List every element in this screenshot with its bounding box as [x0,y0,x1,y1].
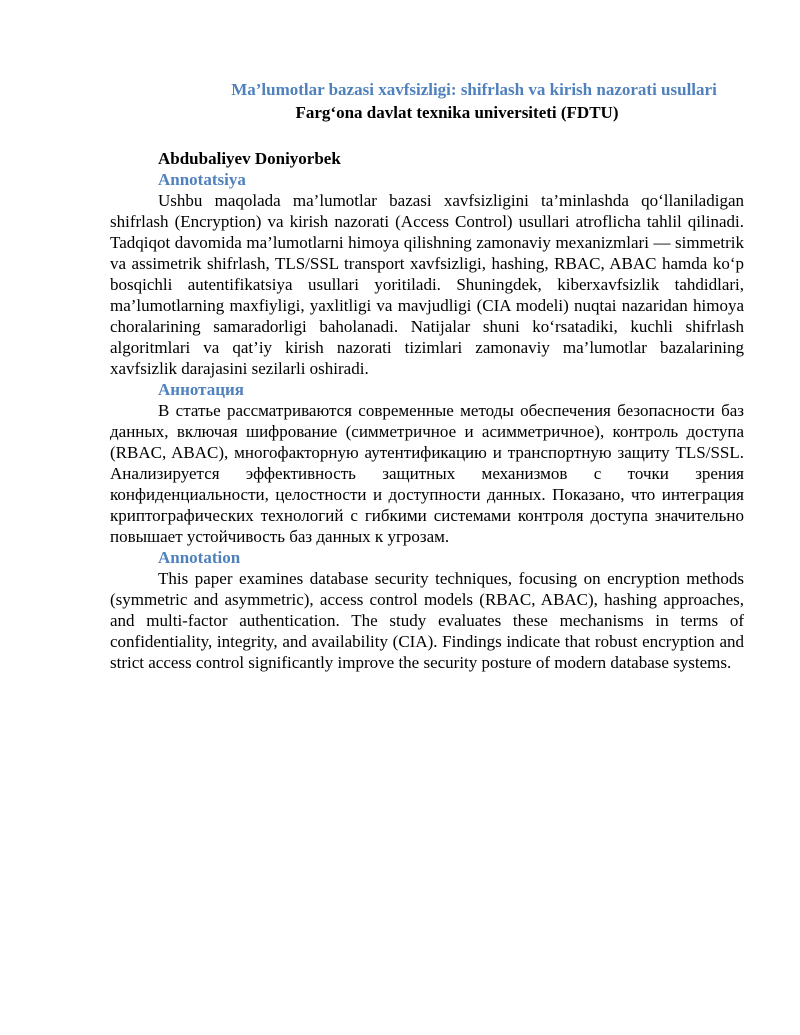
abstract-uzbek: Ushbu maqolada ma’lumotlar bazasi xavfsizligini ta’minlashda qo‘llaniladigan shifrlash (Encryption) va kirish nazorati (Access Control) usullari atroflicha tahlil qilinadi. Tadqiqot davomida ma’lumotlarni himoya qilishning zamonaviy mexanizmlari — simmetrik va assimetrik shifrlash, TLS/SSL transport xavfsizligi, hashing, RBAC, ABAC hamda ko‘p bosqichli autentifikatsiya usullari yoritiladi. Shuningdek, kiberxavfsizlik tahdidlari, ma’lumotlarning maxfiyligi, yaxlitligi va mavjudligi (CIA modeli) nuqtai nazaridan himoya choralarining samaradorligi baholanadi. Natijalar shuni ko‘rsatadiki, kuchli shifrlash algoritmlari va qat’iy kirish nazorati tizimlari zamonaviy ma’lumotlar bazalarining xavfsizlik darajasini sezilarli oshiradi. [110,191,744,378]
abstract-russian: В статье рассматриваются современные методы обеспечения безопасности баз данных, включая шифрование (симметричное и асимметричное), контроль доступа (RBAC, ABAC), многофакторную аутентификацию и транспортную защиту TLS/SSL. Анализируется эффективность защитных механизмов с точки зрения конфиденциальности, целостности и доступности данных. Показано, что интеграция криптографических технологий с гибкими системами контроля доступа значительно повышает устойчивость баз данных к угрозам. [110,401,744,546]
spacer [110,124,744,148]
section-heading-english: Annotation [158,548,241,567]
affiliation: Farg‘ona davlat texnika universiteti (FDTU) [295,103,619,122]
abstract-english: This paper examines database security techniques, focusing on encryption methods (symmetric and asymmetric), access control models (RBAC, ABAC), hashing approaches, and multi-factor authentication. The study evaluates these mechanisms in terms of confidentiality, integrity, and availability (CIA). Findings indicate that robust encryption and strict access control significantly improve the security posture of modern database systems. [110,569,744,672]
section-heading-russian: Аннотация [158,380,244,399]
section-heading-uzbek: Annotatsiya [158,170,246,189]
author-name: Abdubaliyev Doniyorbek [158,149,341,168]
paper-page [110,78,744,673]
paper-title: Ma’lumotlar bazasi xavfsizligi: shifrlash va kirish nazorati usullari [231,80,717,99]
